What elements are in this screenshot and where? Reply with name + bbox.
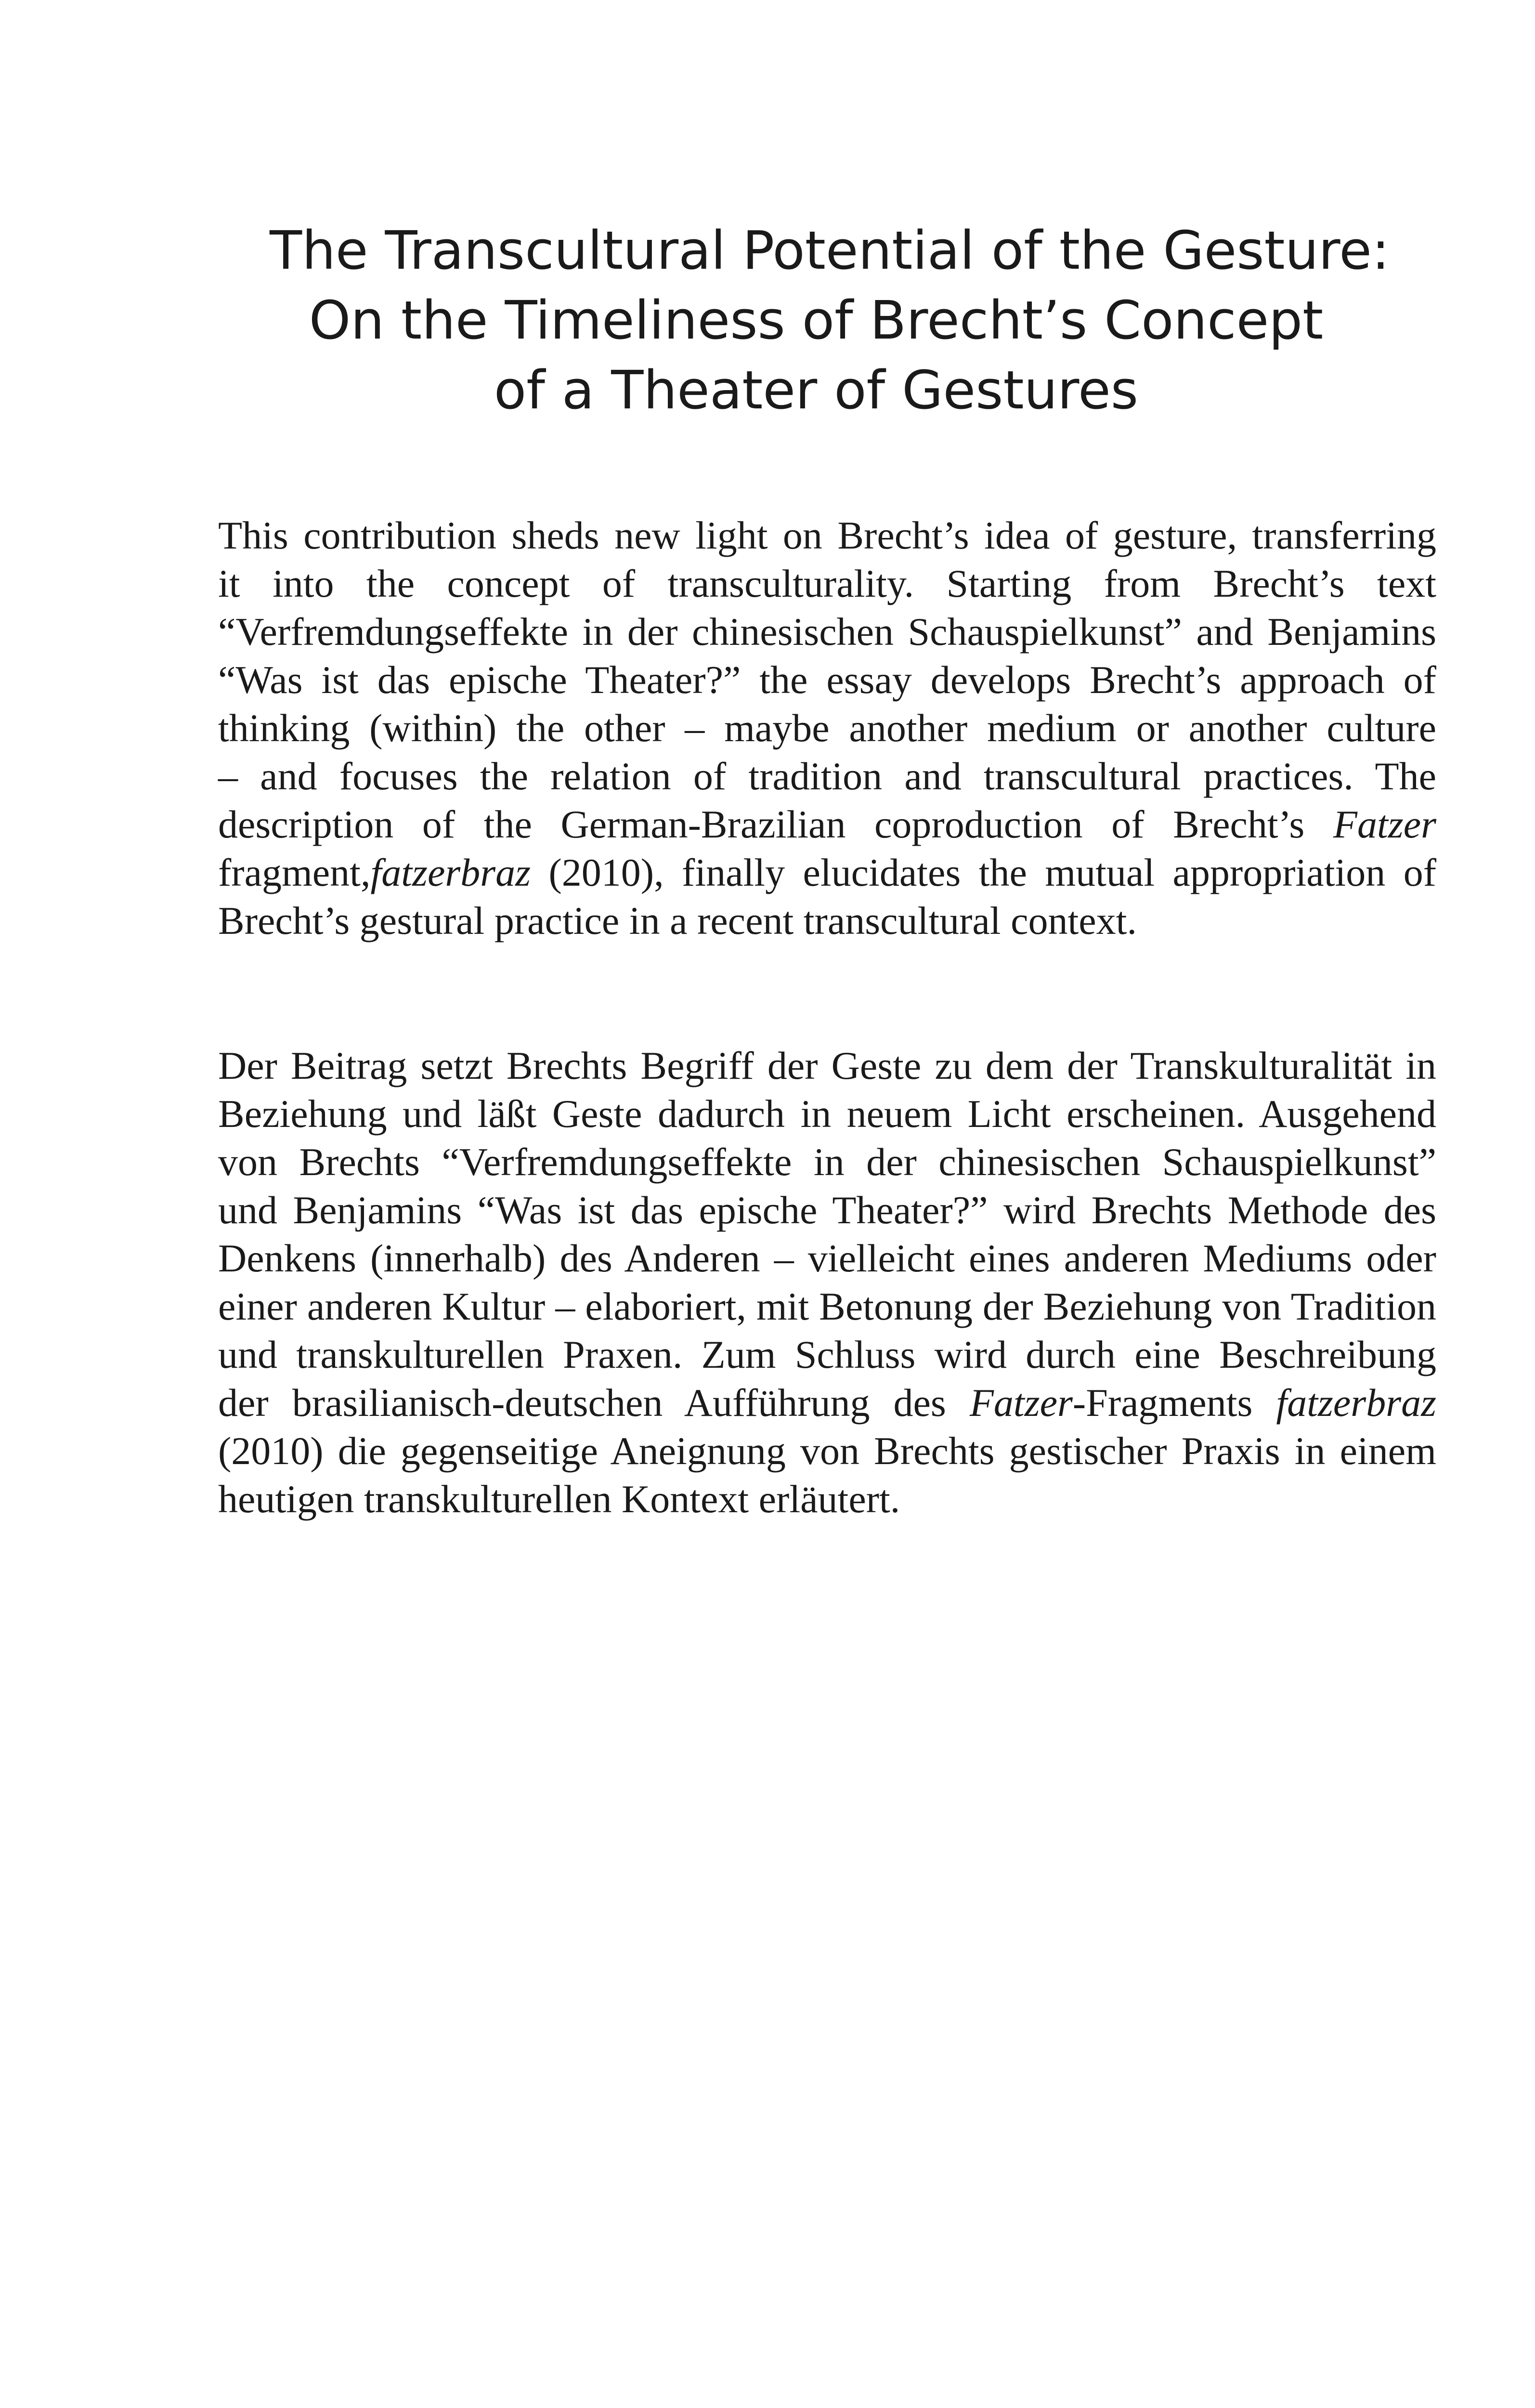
work-title-fatzer: Fatzer (1333, 802, 1437, 846)
abstract-de-line: Denkens (innerhalb) des Anderen – vielleicht eines anderen Mediums oder (218, 1236, 1436, 1280)
abstract-en-text: fragment, (218, 851, 371, 894)
abstract-de-line: Der Beitrag setzt Brechts Begriff der Geste zu dem der Transkulturalität in (218, 1044, 1436, 1087)
abstract-en-line: “Verfremdungseffekte in der chinesischen Schauspielkunst” and Benjamins (218, 610, 1436, 654)
abstract-de-line: einer anderen Kultur – elaboriert, mit Betonung der Beziehung von Tradition (218, 1284, 1436, 1328)
abstract-en-line (218, 849, 1436, 897)
abstract-en-text: description of the German-Brazilian coproduction of Brecht’s (218, 802, 1305, 846)
work-title-fatzer: Fatzer (969, 1381, 1073, 1425)
abstract-en-line: This contribution sheds new light on Brecht’s idea of gesture, transferring (218, 513, 1436, 557)
abstract-en-line: – and focuses the relation of tradition and transcultural practices. The (218, 754, 1436, 798)
title-line-1: The Transcultural Potential of the Gesture: (270, 220, 1390, 281)
abstract-de-line: Beziehung und läßt Geste dadurch in neuem Licht erscheinen. Ausgehend (218, 1092, 1436, 1136)
abstract-en-line: “Was ist das epische Theater?” the essay develops Brecht’s approach of (218, 658, 1436, 702)
title-line-3: of a Theater of Gestures (494, 359, 1139, 421)
abstract-de-line: heutigen transkulturellen Kontext erläutert. (218, 1477, 900, 1521)
abstract-de-line: und Benjamins “Was ist das epische Theater?” wird Brechts Methode des (218, 1188, 1436, 1232)
abstract-de-line: und transkulturellen Praxen. Zum Schluss wird durch eine Beschreibung (218, 1333, 1436, 1376)
abstract-english (218, 511, 1436, 945)
work-title-fatzerbraz: fatzerbraz (1276, 1381, 1437, 1425)
abstract-de-text: -Fragments (1072, 1381, 1253, 1425)
abstract-en-line (218, 800, 1436, 849)
abstract-de-line (218, 1379, 1436, 1427)
abstract-de-line: von Brechts “Verfremdungseffekte in der chinesischen Schauspielkunst” (218, 1140, 1436, 1184)
work-title-fatzerbraz: fatzerbraz (370, 851, 531, 894)
abstract-en-line: thinking (within) the other – maybe another medium or another culture (218, 706, 1436, 750)
title-line-2: On the Timeliness of Brecht’s Concept (309, 289, 1324, 351)
abstract-en-line: Brecht’s gestural practice in a recent transcultural context. (218, 899, 1137, 942)
abstract-german (218, 1042, 1436, 1523)
abstract-de-text: der brasilianisch-deutschen Aufführung des (218, 1381, 946, 1425)
article-title (270, 216, 1390, 425)
abstract-en-text: (2010), finally elucidates the mutual appropriation of (548, 851, 1436, 894)
abstract-en-line: it into the concept of transculturality. Starting from Brecht’s text (218, 562, 1436, 605)
abstract-de-line: (2010) die gegenseitige Aneignung von Brechts gestischer Praxis in einem (218, 1429, 1436, 1473)
